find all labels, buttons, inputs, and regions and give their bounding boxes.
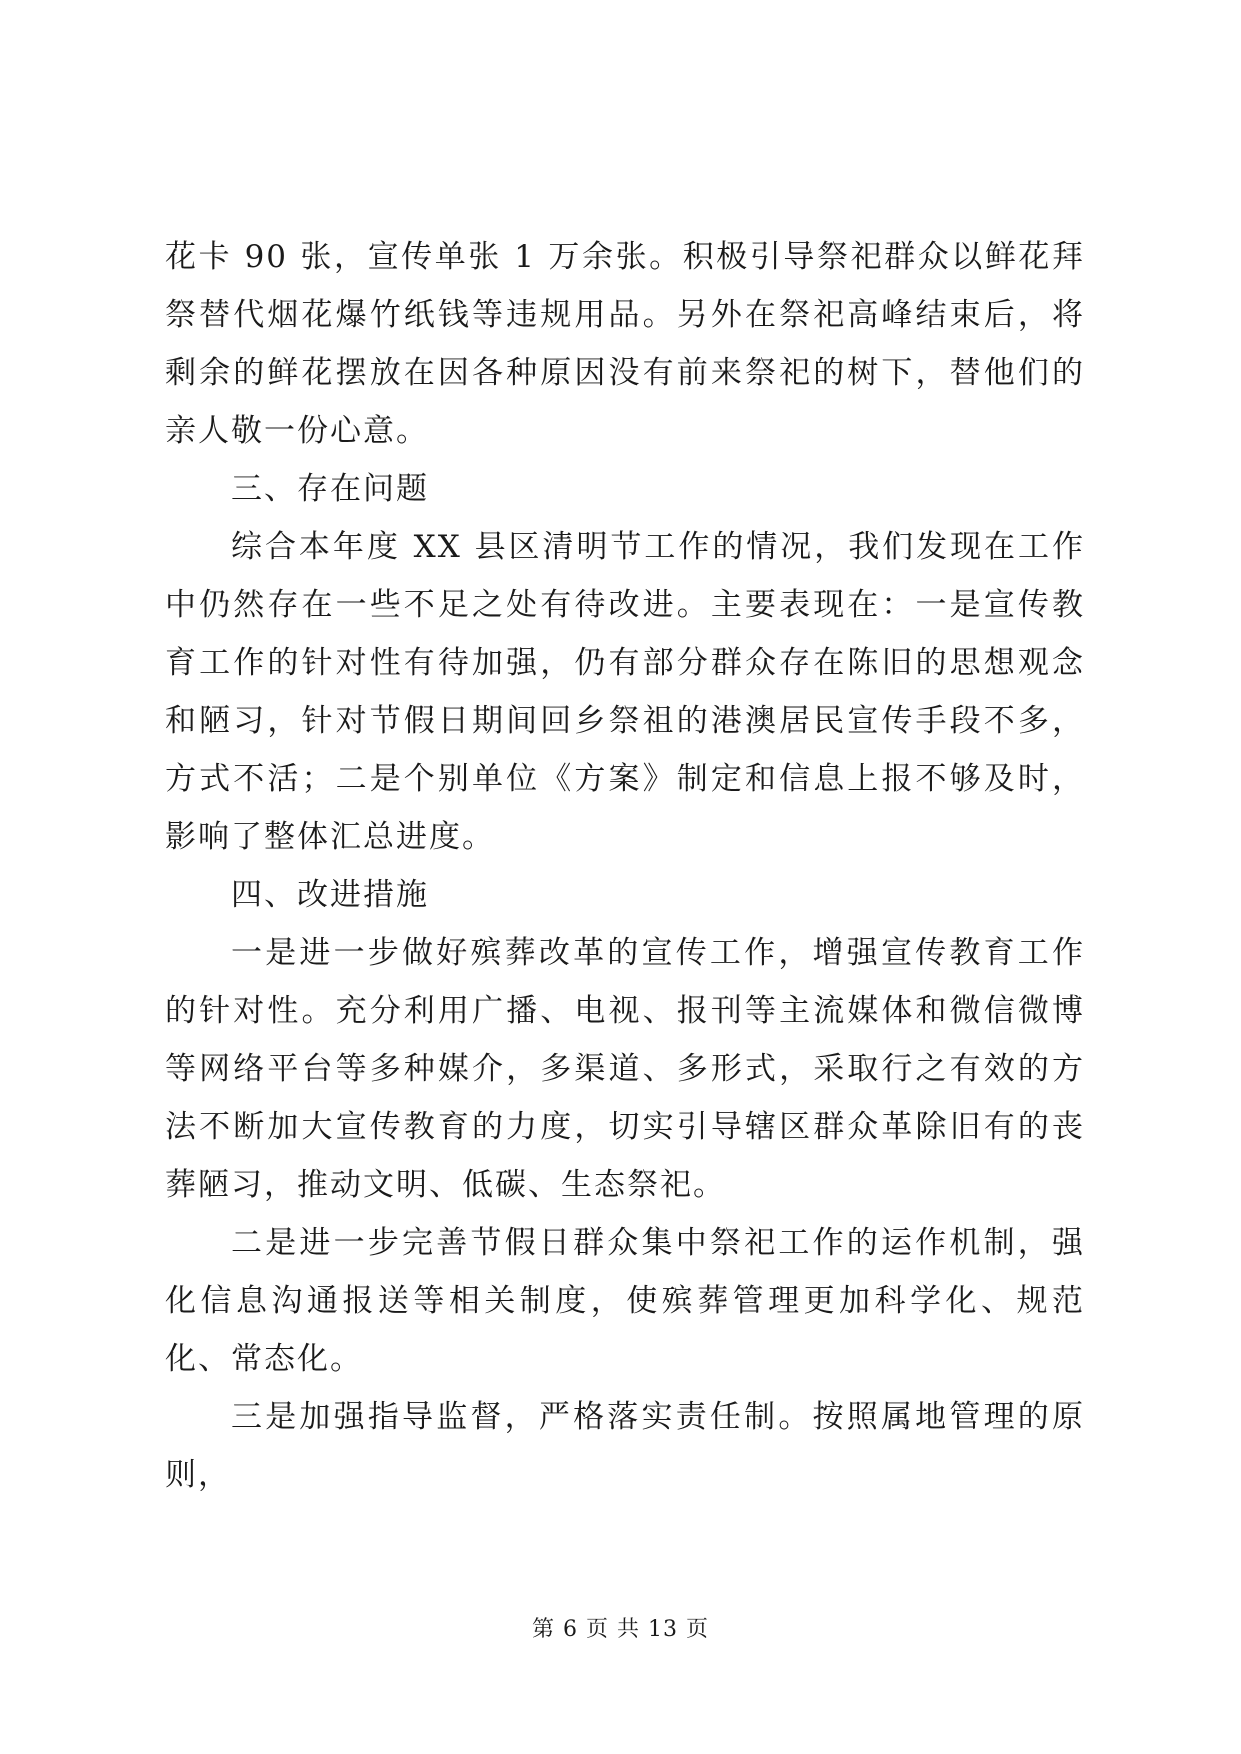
document-body (165, 228, 1085, 1504)
section-heading-measures: 四、改进措施 (231, 877, 429, 913)
paragraph-measure-3: 三是加强指导监督，严格落实责任制。按照属地管理的原则， (165, 1399, 1085, 1493)
paragraph-measure-1: 一是进一步做好殡葬改革的宣传工作，增强宣传教育工作的针对性。充分利用广播、电视、报刊等主流媒体和微信微博等网络平台等多种媒介，多渠道、多形式，采取行之有效的方法不断加大宣传教育的力度，切实引导辖区群众革除旧有的丧葬陋习，推动文明、低碳、生态祭祀。 (165, 935, 1085, 1203)
paragraph-problems: 综合本年度 XX 县区清明节工作的情况，我们发现在工作中仍然存在一些不足之处有待改进。主要表现在：一是宣传教育工作的针对性有待加强，仍有部分群众存在陈旧的思想观念和陋习，针对节假日期间回乡祭祖的港澳居民宣传手段不多，方式不活；二是个别单位《方案》制定和信息上报不够及时，影响了整体汇总进度。 (165, 529, 1085, 855)
paragraph-measure-2: 二是进一步完善节假日群众集中祭祀工作的运作机制，强化信息沟通报送等相关制度，使殡葬管理更加科学化、规范化、常态化。 (165, 1225, 1085, 1377)
section-heading-problems: 三、存在问题 (231, 471, 429, 507)
page-footer: 第 6 页 共 13 页 (532, 1617, 709, 1642)
paragraph-continuation: 花卡 90 张，宣传单张 1 万余张。积极引导祭祀群众以鲜花拜祭替代烟花爆竹纸钱等违规用品。另外在祭祀高峰结束后，将剩余的鲜花摆放在因各种原因没有前来祭祀的树下，替他们的亲人敬一份心意。 (165, 239, 1085, 449)
